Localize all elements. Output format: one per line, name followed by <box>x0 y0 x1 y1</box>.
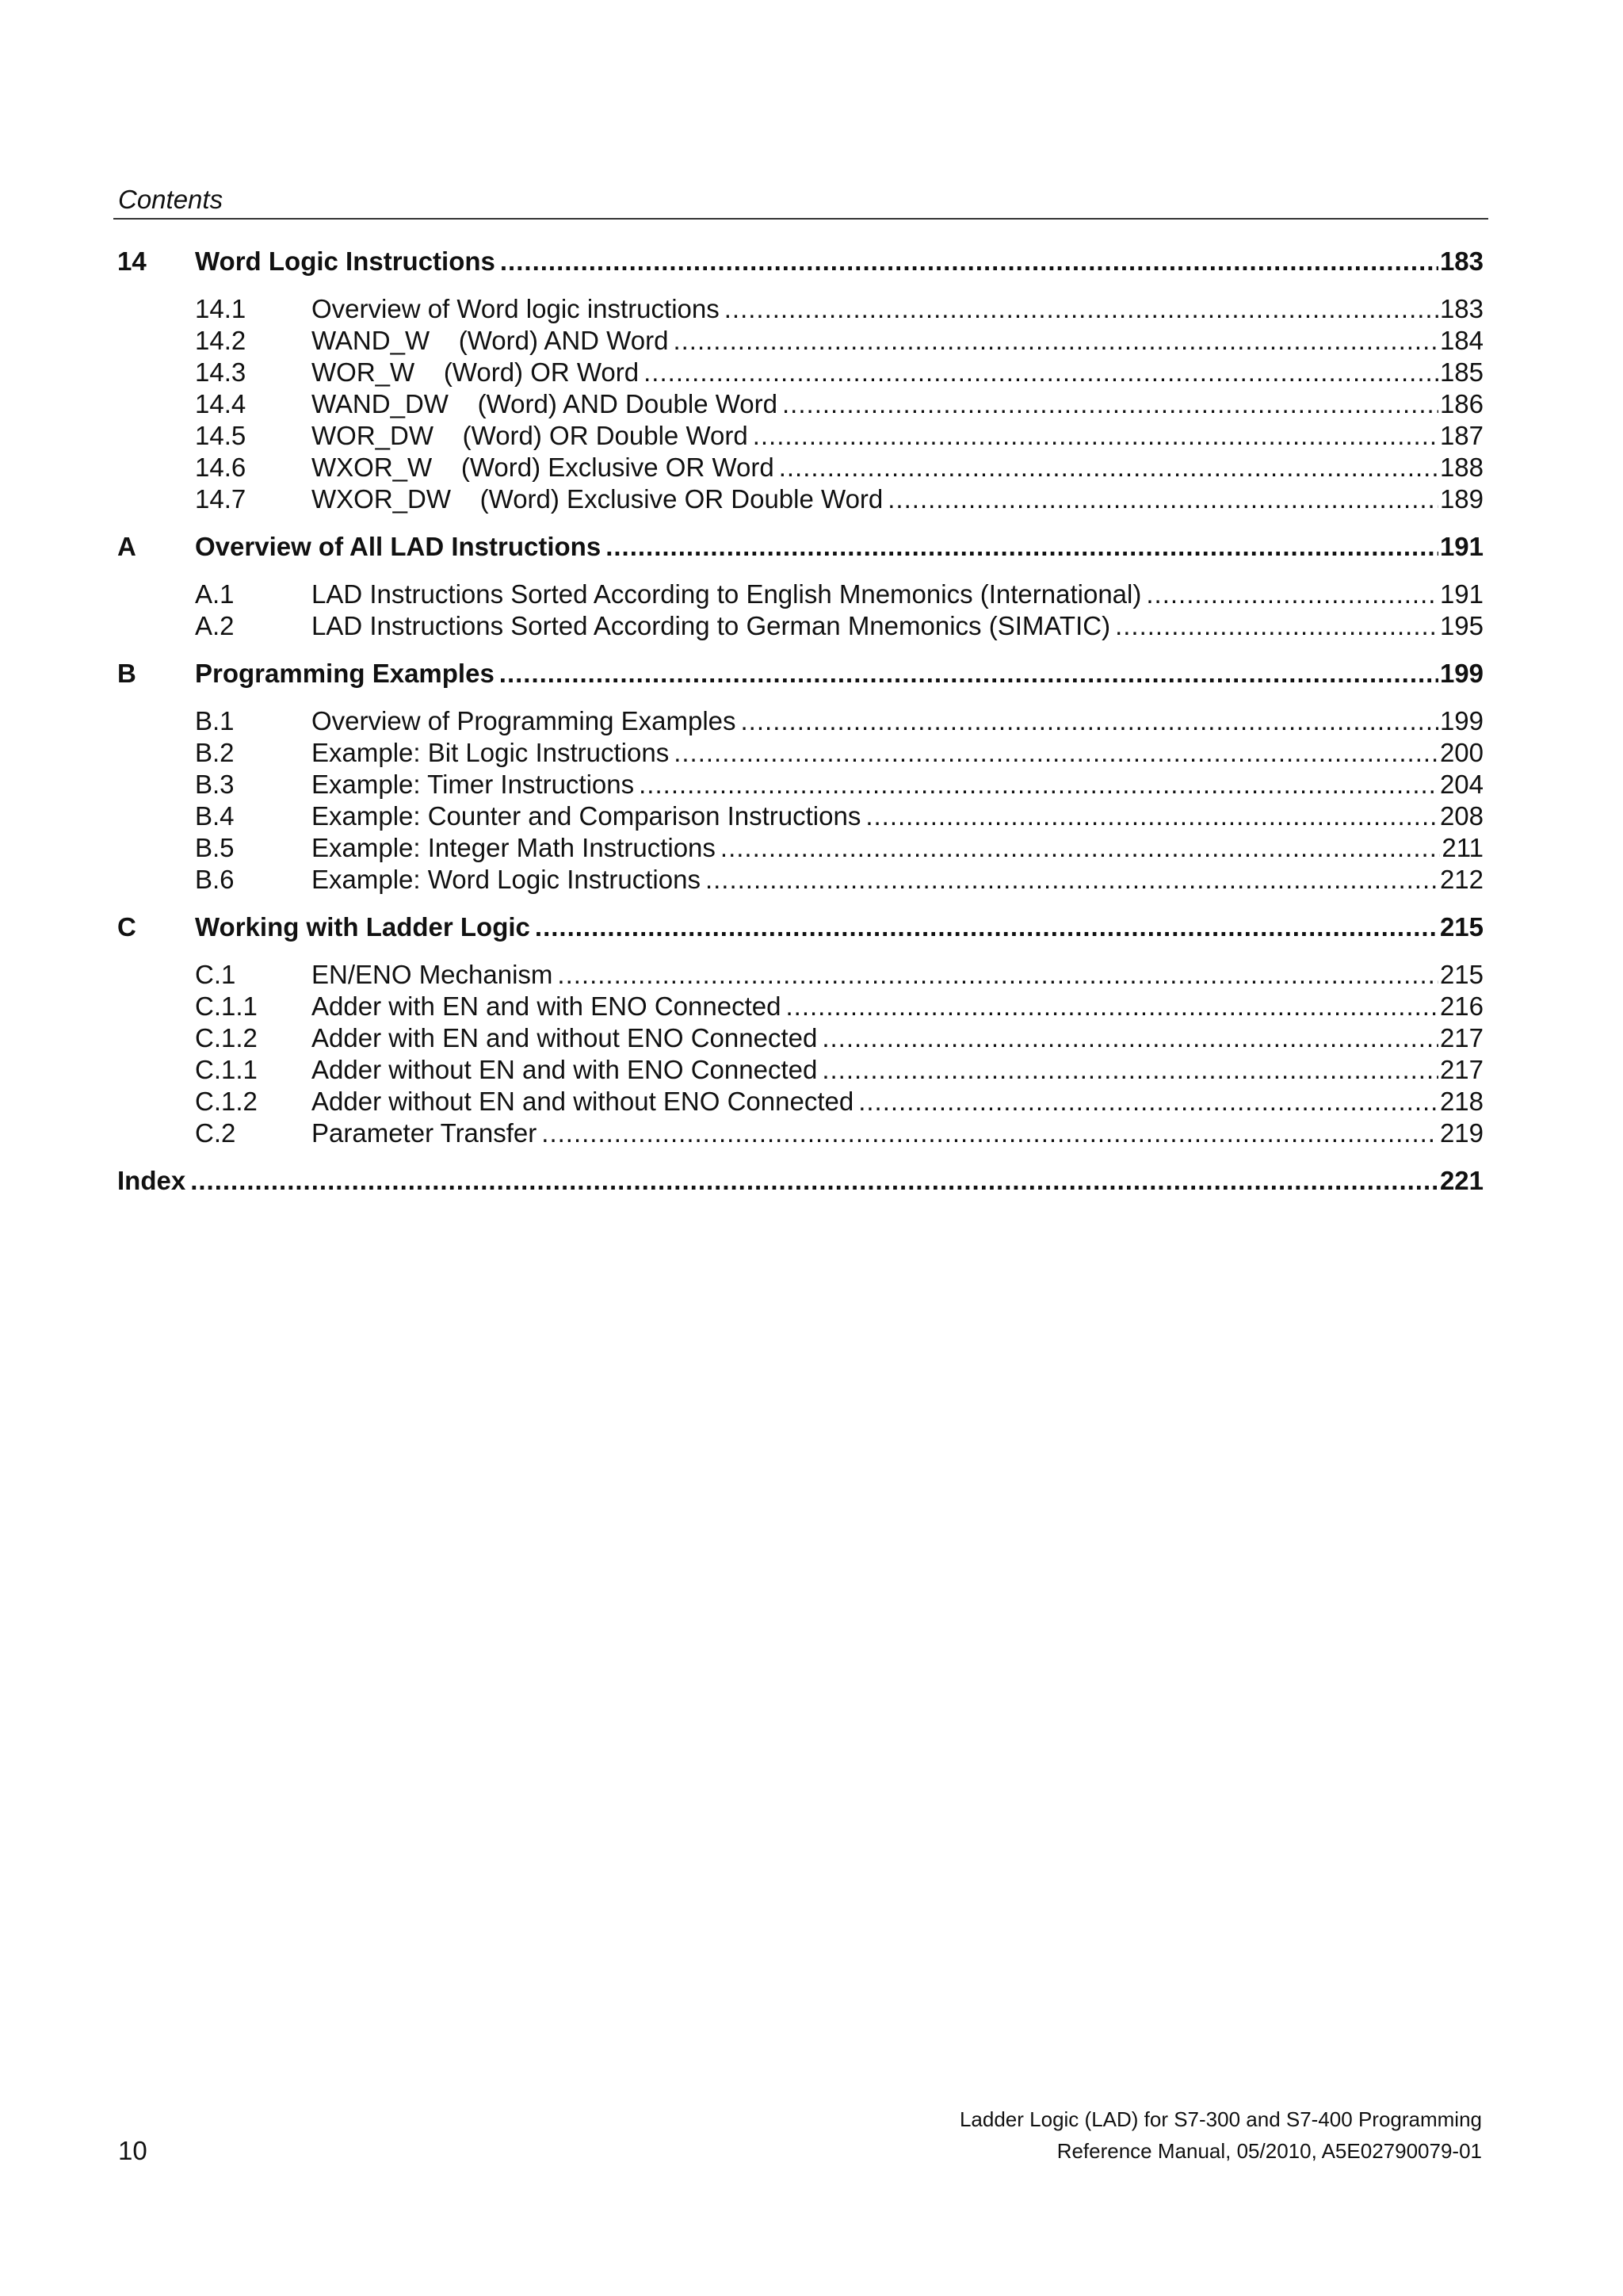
footer-line-2: Reference Manual, 05/2010, A5E02790079-01 <box>1056 2139 1482 2163</box>
toc-entry-number: 14.4 <box>195 389 246 418</box>
toc-entry-title: LAD Instructions Sorted According to German Mnemonics (SIMATIC) <box>311 611 1111 640</box>
toc-entry-number: C.1.2 <box>195 1087 258 1116</box>
toc-chapter-entry[interactable] <box>117 531 1484 563</box>
toc-entry-title: WXOR_W (Word) Exclusive OR Word <box>311 453 774 482</box>
dot-leader <box>822 1054 1438 1086</box>
toc-section-entry[interactable] <box>117 959 1484 991</box>
toc-entry-title: Programming Examples <box>195 659 495 688</box>
dot-leader <box>779 452 1438 483</box>
toc-entry-page: 184 <box>1439 326 1484 355</box>
toc-entry-page: 189 <box>1439 484 1484 514</box>
toc-chapter-entry[interactable] <box>117 911 1484 943</box>
toc-entry-number: 14.7 <box>195 484 246 514</box>
toc-section-entry[interactable] <box>117 864 1484 896</box>
dot-leader <box>822 1022 1438 1054</box>
toc-entry-page: 195 <box>1439 611 1484 640</box>
dot-leader <box>858 1086 1438 1117</box>
toc-section-entry[interactable] <box>117 452 1484 483</box>
toc-entry-title: WOR_W (Word) OR Word <box>311 357 640 387</box>
toc-section-entry[interactable] <box>117 705 1484 737</box>
toc-entry-number: 14.2 <box>195 326 246 355</box>
toc-section-entry[interactable] <box>117 483 1484 515</box>
toc-section-entry[interactable] <box>117 832 1484 864</box>
toc-entry-number: B.5 <box>195 833 235 862</box>
footer-line-1: Ladder Logic (LAD) for S7-300 and S7-400 Programming <box>959 2107 1482 2131</box>
dot-leader <box>605 531 1438 563</box>
dot-leader <box>724 293 1438 325</box>
toc-section-entry[interactable] <box>117 610 1484 642</box>
dot-leader <box>500 246 1438 277</box>
toc-entry-number: B.2 <box>195 738 235 767</box>
toc-entry-page: 188 <box>1439 453 1484 482</box>
toc-entry-number: C.1.2 <box>195 1023 258 1052</box>
toc-entry-page: 199 <box>1439 659 1484 688</box>
dot-leader <box>190 1165 1438 1197</box>
dot-leader <box>753 420 1438 452</box>
toc-entry-page: 200 <box>1439 738 1484 767</box>
toc-entry-number: C.1.1 <box>195 1055 258 1084</box>
toc-entry-title: Overview of Programming Examples <box>311 706 736 735</box>
toc-section-entry[interactable] <box>117 737 1484 769</box>
toc-entry-number: A.2 <box>195 611 235 640</box>
toc-section-entry[interactable] <box>117 1117 1484 1149</box>
toc-section-entry[interactable] <box>117 800 1484 832</box>
toc-entry-number: C.1.1 <box>195 991 258 1021</box>
toc-entry-title: Overview of All LAD Instructions <box>195 532 601 561</box>
toc-section-entry[interactable] <box>117 769 1484 800</box>
toc-entry-number: B.3 <box>195 770 235 799</box>
dot-leader <box>865 800 1438 832</box>
toc-chapter-entry[interactable] <box>117 246 1484 277</box>
toc-entry-title: Adder without EN and with ENO Connected <box>311 1055 818 1084</box>
toc-index-entry[interactable] <box>117 1165 1484 1197</box>
toc-entry-number: 14.6 <box>195 453 246 482</box>
toc-entry-page: 191 <box>1439 532 1484 561</box>
toc-entry-number: C.1 <box>195 960 236 989</box>
footer-publication-info <box>960 2103 1482 2167</box>
toc-entry-page: 208 <box>1439 801 1484 831</box>
toc-entry-page: 217 <box>1439 1023 1484 1052</box>
dot-leader <box>1115 610 1438 642</box>
toc-entry-title: Adder with EN and without ENO Connected <box>311 1023 818 1052</box>
dot-leader <box>705 864 1438 896</box>
toc-entry-page: 185 <box>1439 357 1484 387</box>
dot-leader <box>741 705 1438 737</box>
toc-entry-title: Example: Integer Math Instructions <box>311 833 716 862</box>
toc-entry-number: C <box>117 912 136 942</box>
toc-entry-title: Index <box>117 1166 186 1195</box>
dot-leader <box>541 1117 1438 1149</box>
dot-leader <box>782 388 1438 420</box>
toc-entry-title: Example: Counter and Comparison Instructions <box>311 801 861 831</box>
toc-entry-title: WOR_DW (Word) OR Double Word <box>311 421 748 450</box>
toc-entry-page: 183 <box>1439 246 1484 276</box>
toc-section-entry[interactable] <box>117 1054 1484 1086</box>
toc-entry-page: 216 <box>1439 991 1484 1021</box>
toc-section-entry[interactable] <box>117 420 1484 452</box>
toc-entry-title: Parameter Transfer <box>311 1118 537 1148</box>
toc-entry-page: 191 <box>1439 579 1484 609</box>
dot-leader <box>535 911 1438 943</box>
toc-entry-number: B.1 <box>195 706 235 735</box>
dot-leader <box>674 737 1438 769</box>
toc-entry-number: 14.1 <box>195 294 246 323</box>
toc-entry-page: 211 <box>1442 833 1484 862</box>
toc-entry-page: 199 <box>1439 706 1484 735</box>
toc-entry-title: Adder with EN and with ENO Connected <box>311 991 781 1021</box>
toc-entry-number: B.4 <box>195 801 235 831</box>
toc-chapter-entry[interactable] <box>117 658 1484 690</box>
toc-entry-page: 218 <box>1439 1087 1484 1116</box>
table-of-contents <box>117 246 1484 1197</box>
toc-entry-number: A.1 <box>195 579 235 609</box>
toc-entry-title: Working with Ladder Logic <box>195 912 530 942</box>
dot-leader <box>673 325 1438 357</box>
dot-leader <box>557 959 1438 991</box>
toc-entry-page: 215 <box>1439 960 1484 989</box>
toc-entry-title: WAND_DW (Word) AND Double Word <box>311 389 778 418</box>
toc-entry-title: Word Logic Instructions <box>195 246 495 276</box>
toc-entry-page: 186 <box>1439 389 1484 418</box>
toc-entry-page: 221 <box>1439 1166 1484 1195</box>
toc-entry-page: 183 <box>1439 294 1484 323</box>
dot-leader <box>639 769 1438 800</box>
toc-entry-title: WXOR_DW (Word) Exclusive OR Double Word <box>311 484 884 514</box>
toc-entry-title: Overview of Word logic instructions <box>311 294 720 323</box>
toc-entry-number: 14.5 <box>195 421 246 450</box>
toc-entry-page: 187 <box>1439 421 1484 450</box>
toc-entry-number: 14 <box>117 246 147 276</box>
toc-entry-title: Example: Bit Logic Instructions <box>311 738 670 767</box>
toc-section-entry[interactable] <box>117 579 1484 610</box>
toc-section-entry[interactable] <box>117 325 1484 357</box>
toc-entry-page: 219 <box>1439 1118 1484 1148</box>
dot-leader <box>888 483 1438 515</box>
toc-section-entry[interactable] <box>117 357 1484 388</box>
dot-leader <box>785 991 1438 1022</box>
toc-entry-number: C.2 <box>195 1118 236 1148</box>
dot-leader <box>720 832 1440 864</box>
toc-entry-title: Example: Word Logic Instructions <box>311 865 701 894</box>
toc-section-entry[interactable] <box>117 1086 1484 1117</box>
toc-entry-number: B.6 <box>195 865 235 894</box>
dot-leader <box>1146 579 1438 610</box>
toc-entry-page: 215 <box>1439 912 1484 942</box>
dot-leader <box>499 658 1438 690</box>
header-rule <box>113 218 1488 220</box>
toc-entry-number: A <box>117 532 136 561</box>
toc-entry-page: 217 <box>1439 1055 1484 1084</box>
toc-section-entry[interactable] <box>117 293 1484 325</box>
toc-entry-title: Adder without EN and without ENO Connected <box>311 1087 854 1116</box>
toc-entry-title: LAD Instructions Sorted According to English Mnemonics (International) <box>311 579 1142 609</box>
toc-section-entry[interactable] <box>117 1022 1484 1054</box>
dot-leader <box>643 357 1438 388</box>
toc-entry-number: B <box>117 659 136 688</box>
toc-entry-page: 212 <box>1439 865 1484 894</box>
toc-entry-number: 14.3 <box>195 357 246 387</box>
running-header: Contents <box>118 185 223 214</box>
toc-section-entry[interactable] <box>117 991 1484 1022</box>
toc-entry-page: 204 <box>1439 770 1484 799</box>
toc-entry-title: WAND_W (Word) AND Word <box>311 326 669 355</box>
toc-entry-title: EN/ENO Mechanism <box>311 960 553 989</box>
page-number: 10 <box>118 2136 147 2165</box>
toc-section-entry[interactable] <box>117 388 1484 420</box>
toc-entry-title: Example: Timer Instructions <box>311 770 635 799</box>
